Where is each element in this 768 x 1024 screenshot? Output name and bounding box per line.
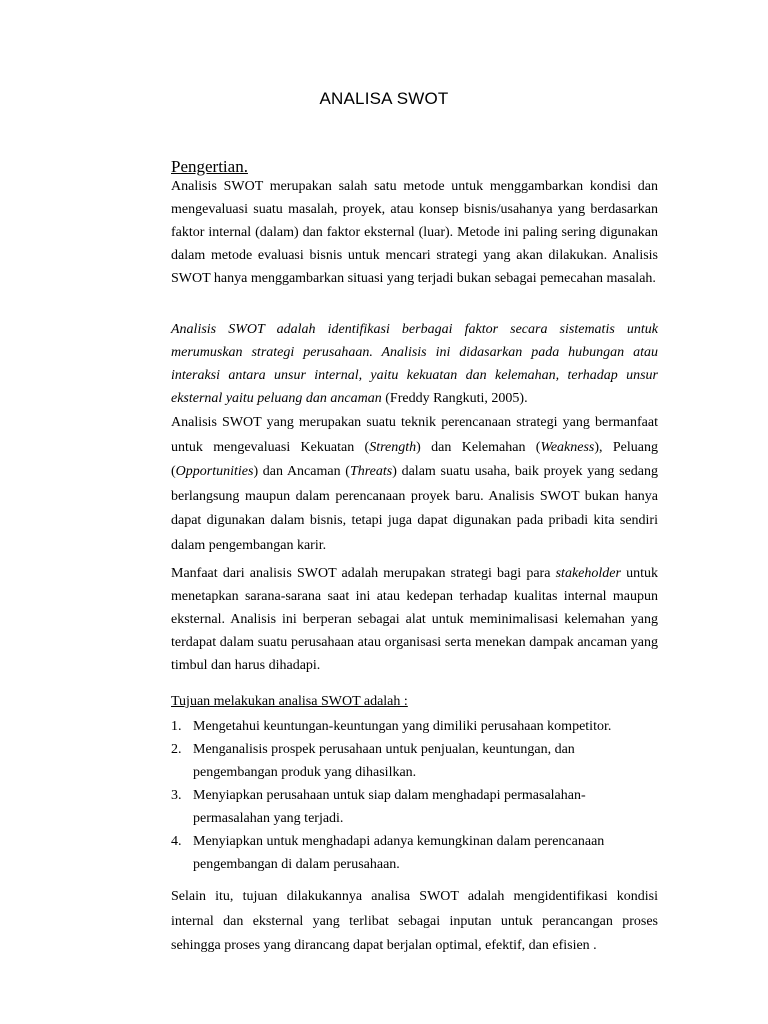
paragraph-benefit bbox=[171, 562, 658, 677]
text-segment: ) dan Kelemahan ( bbox=[416, 439, 541, 455]
paragraph-conclusion: Selain itu, tujuan dilakukannya analisa SWOT adalah mengidentifikasi kondisi internal dan eksternal yang terlibat sebagai inputan untuk perancangan proses sehingga proses yang dirancang dapat berjalan optimal, efektif, dan efisien . bbox=[171, 889, 658, 953]
list-text: Mengetahui keuntungan-keuntungan yang dimiliki perusahaan kompetitor. bbox=[193, 719, 612, 734]
list-text: Menganalisis prospek perusahaan untuk penjualan, keuntungan, dan pengembangan produk yang dihasilkan. bbox=[193, 742, 575, 780]
list-number: 1. bbox=[171, 719, 182, 734]
list-number: 4. bbox=[171, 834, 182, 849]
term-opportunities: Opportunities bbox=[175, 464, 254, 480]
text-segment: ) dan Ancaman ( bbox=[253, 464, 350, 480]
text-segment: Manfaat dari analisis SWOT adalah merupakan strategi bagi para bbox=[171, 566, 556, 581]
text-segment: untuk menetapkan sarana-sarana saat ini atau kedepan terhadap kualitas internal maupun eksternal. Analisis ini berperan sebagai alat untuk meminimalisasi kelemahan yang terdapat dalam suatu perusahaan atau organisasi serta menekan dampak ancaman yang timbul dan harus dihadapi. bbox=[171, 566, 659, 673]
list-text: Menyiapkan untuk menghadapi adanya kemungkinan dalam perencanaan pengembangan di dalam perusahaan. bbox=[193, 834, 605, 872]
term-threats: Threats bbox=[349, 464, 393, 480]
list-number: 2. bbox=[171, 742, 182, 757]
list-item bbox=[171, 830, 658, 876]
paragraph-quote bbox=[171, 318, 658, 410]
paragraph-technique bbox=[171, 411, 658, 559]
section-heading: Pengertian. bbox=[171, 157, 248, 176]
list-text: Menyiapkan perusahaan untuk siap dalam menghadapi permasalahan-permasalahan yang terjadi. bbox=[193, 788, 586, 826]
quote-text: Analisis SWOT adalah identifikasi berbagai faktor secara sistematis untuk merumuskan strategi perusahaan. Analisis ini didasarkan pada hubungan atau interaksi antara unsur internal, yaitu kekuatan dan kelemahan, terhadap unsur eksternal yaitu peluang dan ancaman bbox=[171, 322, 658, 406]
text-segment: Analisis SWOT yang merupakan suatu teknik perencanaan strategi yang bermanfaat untuk mengevaluasi Kekuatan ( bbox=[171, 415, 658, 455]
list-number: 3. bbox=[171, 788, 182, 803]
document-title: ANALISA SWOT bbox=[319, 89, 449, 108]
quote-citation: (Freddy Rangkuti, 2005). bbox=[381, 391, 528, 406]
term-stakeholder: stakeholder bbox=[555, 566, 621, 581]
term-weakness: Weakness bbox=[540, 439, 595, 455]
objectives-list bbox=[171, 715, 658, 876]
list-item bbox=[171, 784, 658, 830]
list-title: Tujuan melakukan analisa SWOT adalah : bbox=[171, 694, 408, 709]
list-item bbox=[171, 738, 658, 784]
term-strength: Strength bbox=[369, 439, 417, 455]
text-segment: ), Peluang ( bbox=[171, 439, 659, 480]
list-item bbox=[171, 715, 658, 738]
paragraph-definition: Analisis SWOT merupakan salah satu metode untuk menggambarkan kondisi dan mengevaluasi suatu masalah, proyek, atau konsep bisnis/usahanya yang berdasarkan faktor internal (dalam) dan faktor eksternal (luar). Metode ini paling sering digunakan dalam metode evaluasi bisnis untuk mencari strategi yang akan dilakukan. Analisis SWOT hanya menggambarkan situasi yang terjadi bukan sebagai pemecahan masalah. bbox=[171, 179, 658, 286]
text-segment: ) dalam suatu usaha, baik proyek yang sedang berlangsung maupun dalam perencanaan proyek baru. Analisis SWOT bukan hanya dapat digunakan dalam bisnis, tetapi juga dapat digunakan pada pribadi kita sendiri dalam pengembangan karir. bbox=[171, 464, 658, 553]
